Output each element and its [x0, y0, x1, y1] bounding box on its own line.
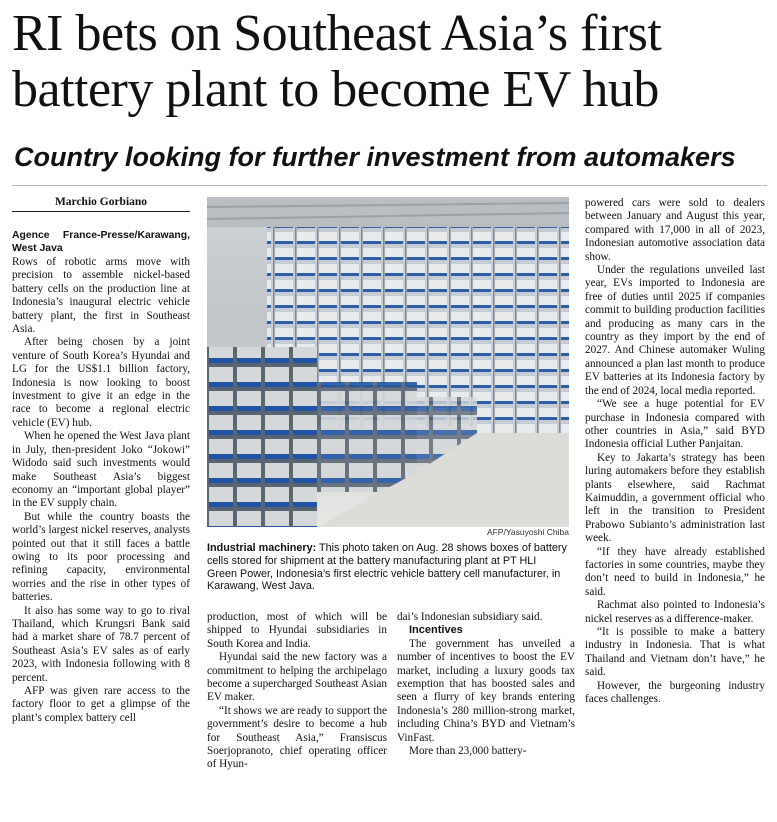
paragraph: It also has some way to go to rival Thailand, which Krungsri Bank said had a market share of 78.7 percent of Southeast Asia’s EV sales as of early 2023, with Indonesia following with 8 percent.: [12, 604, 190, 684]
paragraph: “If they have already established factories in some countries, maybe they don’t need to build in Indonesia,” he said.: [585, 545, 765, 598]
paragraph: powered cars were sold to dealers between January and August this year, compared with 17,000 in all of 2023, Indonesian automotive association data show.: [585, 197, 765, 263]
headline: RI bets on Southeast Asia’s first battery plant to become EV hub: [12, 5, 662, 118]
paragraph: Hyundai said the new factory was a commitment to helping the archipelago become a supercharged Southeast Asian EV maker.: [207, 651, 387, 704]
paragraph: dai’s Indonesian subsidiary said.: [397, 611, 543, 623]
photo-caption: [207, 542, 569, 593]
paragraph: Rachmat also pointed to Indonesia’s nickel reserves as a difference-maker.: [585, 599, 765, 625]
paragraph: “It is possible to make a battery industry in Indonesia. That is what Thailand and Vietnam don’t have,” he said.: [585, 626, 765, 679]
article-column-1: [12, 229, 190, 725]
photo-credit: AFP/Yasuyoshi Chiba: [486, 527, 569, 537]
article-column-3: [397, 611, 575, 758]
section-heading: Incentives: [409, 624, 463, 637]
paragraph: However, the burgeoning industry faces challenges.: [585, 679, 765, 706]
byline: Marchio Gorbiano: [12, 196, 190, 212]
paragraph: production, most of which will be shipped to Hyundai subsidiaries in South Korea and India.: [207, 611, 387, 650]
paragraph: Key to Jakarta’s strategy has been luring automakers before they establish plants elsewhere, said Rachmat Kaimuddin, a government official who left in the transition to President Prabowo Subianto’s administration last week.: [585, 451, 765, 545]
dateline: Agence France-Presse/Karawang, West Java: [12, 230, 190, 254]
paragraph: AFP was given rare access to the factory floor to get a glimpse of the plant’s complex battery cell: [12, 685, 190, 724]
caption-text: This photo taken on Aug. 28 shows boxes of battery cells stored for shipment at the battery manufacturing plant at PT HLI Green Power, Indonesia’s first electric vehicle battery cell manufacturer, in Karawang, West Java.: [207, 542, 567, 593]
paragraph: Rows of robotic arms move with precision to assemble nickel-based battery cells on the production line at Indonesia’s inaugural electric vehicle battery plant, the first in Southeast Asia.: [12, 256, 190, 336]
paragraph: “It shows we are ready to support the government’s desire to become a hub for Southeast Asia,” Fransiscus Soerjopranoto, chief operating officer of Hyun-: [207, 704, 387, 771]
header-rule: [12, 185, 767, 186]
paragraph: But while the country boasts the world’s largest nickel reserves, analysts pointed out that it still faces a battle owing to its poor processing and refining capacity, environmental worries and the rise in other types of batteries.: [12, 510, 190, 604]
article-column-2: [207, 611, 387, 772]
paragraph: The government has unveiled a number of incentives to boost the EV market, including a luxury goods tax exemption that has boosted sales and seen a flurry of key brands entering Indonesia’s 280 million-strong market, including China’s BYD and Vietnam’s VinFast.: [397, 637, 575, 744]
subheadline: Country looking for further investment from automakers: [14, 142, 736, 172]
paragraph: More than 23,000 battery-: [409, 745, 527, 758]
paragraph: Under the regulations unveiled last year, EVs imported to Indonesia are free of duties until 2025 if companies commit to building production facilities and producing as many cars in the country as they import by the end of 2027. And Chinese automaker Wuling announced a plan last month to produce EV batteries at its Indonesia factory by the end of 2024, local media reported.: [585, 264, 765, 397]
paragraph: When he opened the West Java plant in July, then-president Joko “Jokowi” Widodo said such investments would make Southeast Asia’s biggest economy an “important global player” in the EV supply chain.: [12, 430, 190, 510]
paragraph: “We see a huge potential for EV purchase in Indonesia compared with other countries in Asia,” said BYD Indonesia official Luther Panjaitan.: [585, 398, 765, 451]
warehouse-photo: [207, 197, 569, 527]
paragraph: After being chosen by a joint venture of South Korea’s Hyundai and LG for the US$1.1 billion factory, Indonesia is now looking to boost investment to give it an edge in the race to become a regional electric vehicle (EV) hub.: [12, 336, 190, 429]
warehouse-photo-illustration: [207, 197, 569, 527]
article-column-4: [585, 197, 765, 706]
caption-lead: Industrial machinery:: [207, 542, 317, 554]
